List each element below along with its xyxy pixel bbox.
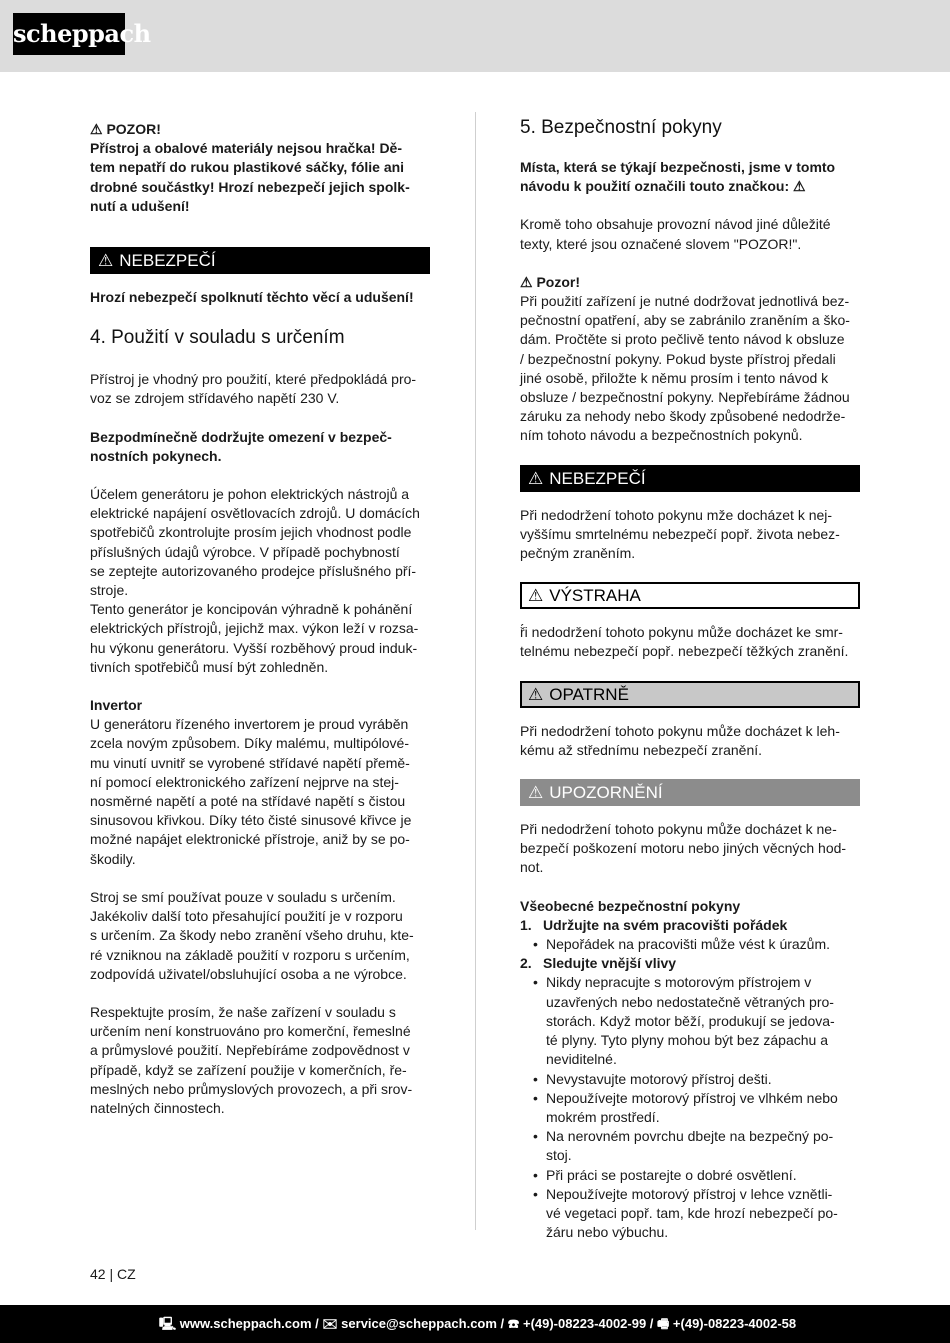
bullet-list xyxy=(533,935,860,954)
bullet-item: • Nepoužívejte motorový přístroj v lehce vznětli- vé vegetaci popř. tam, kde hrozí nebezpečí po- žáru nebo výbuchu. xyxy=(533,1185,860,1243)
warning-bar: ⚠ VÝSTRAHA xyxy=(520,582,860,609)
paragraph: Respektujte prosím, že naše zařízení v souladu s určením není konstruováno pro komerční, řemeslné a průmyslové použití. Nepřebíráme zodpovědnost v případě, když se zařízení použije v komerčních, ře- meslných nebo průmyslových provozech, a při srov- natelných činnostech. xyxy=(90,1003,413,1116)
header-band xyxy=(0,0,950,72)
general-title: Všeobecné bezpečnostní pokyny xyxy=(520,897,741,914)
section-4-title: 4. Použití v souladu s určením xyxy=(90,327,345,349)
pozor-text xyxy=(90,139,430,216)
notice-bar: ⚠ UPOZORNĚNÍ xyxy=(520,779,860,806)
danger-text: Hrozí nebezpečí spolknutí těchto věcí a udušení! xyxy=(90,289,414,306)
paragraph: U generátoru řízeného invertorem je proud vyráběn zcela novým způsobem. Díky malému, multipólové- mu vinutí uvnitř se vyrobené střídavé napětí přemě- ní pomocí elektronického zařízení nejprve na stej- nosměrné napětí a poté na střídavé napětí s čistou sinusovou křivkou. Díky této čisté sinusové křivce je možné napájet elektronické přístroje, aniž by se po- škodily. xyxy=(90,716,412,867)
notice-text: Při nedodržení tohoto pokynu může docházet k ne- bezpečí poškození motoru nebo jiných věcných hod- not. xyxy=(520,821,847,876)
page-number: 42 | CZ xyxy=(90,1266,136,1282)
pozor-line: nutí a udušení! xyxy=(90,197,190,214)
intro-bold: Místa, která se týkají bezpečnosti, jsme v tomto návodu k použití označili touto značkou: ⚠ xyxy=(520,159,836,195)
paragraph: Přístroj je vhodný pro použití, které předpokládá pro- voz se zdrojem střídavého napětí 230 V. xyxy=(90,371,417,407)
invertor-title: Invertor xyxy=(90,697,143,714)
caution-bar: ⚠ OPATRNĚ xyxy=(520,681,860,708)
warning-triangle-icon: ⚠ xyxy=(98,251,114,271)
column-divider xyxy=(475,112,476,1230)
list-item: 2. Sledujte vnější vlivy • Nikdy nepracujte s motorovým přístrojem v uzavřených nebo nedostatečně větraných pro- storách. Když motor běží, produkují se jedova- té plyny. Tyto plyny mohou být bez zápachu a neviditelné. • Nevystavujte motorový přístroj dešti. • Nepoužívejte motorový přístroj ve vlhkém nebo mokrém prostředí. • Na nerovném povrchu dbejte na bezpečný po- stoj. • Při práci se postarejte o dobré osvětlení. • Nepoužívejte motorový přístroj v lehce vznětli- vé vegetaci popř. tam, kde hrozí nebezpečí po- žáru nebo výbuchu. xyxy=(520,954,860,1242)
scheppach-logo: scheppach xyxy=(13,13,125,55)
danger-bar: ⚠ NEBEZPEČÍ xyxy=(90,247,430,274)
bullet-item: • Při práci se postarejte o dobré osvětlení. xyxy=(533,1166,860,1185)
bullet-item: • Na nerovném povrchu dbejte na bezpečný po- stoj. xyxy=(533,1127,860,1165)
bullet-item: • Nikdy nepracujte s motorovým přístrojem v uzavřených nebo nedostatečně větraných pro- storách. Když motor běží, produkují se jedova- té plyny. Tyto plyny mohou být bez zápachu a neviditelné. xyxy=(533,973,860,1069)
caution-text: Při nedodržení tohoto pokynu může docházet k leh- kému až střednímu nebezpečí zranění. xyxy=(520,722,840,758)
left-column xyxy=(90,120,430,1118)
pozor-title: ⚠ Pozor! xyxy=(520,273,580,290)
section-5-title: 5. Bezpečnostní pokyny xyxy=(520,117,722,138)
paragraph-bold: Bezpodmínečně dodržujte omezení v bezpeč- nostních pokynech. xyxy=(90,428,392,464)
paragraph: Při použití zařízení je nutné dodržovat jednotlivá bez- pečnostní opatření, aby se zabránilo zraněním a ško- dám. Pročtěte si proto pečlivě tento návod k obsluze / bezpečnostní pokyny. Pokud byste přístroj předali jiné osobě, přiložte k němu prosím i tento návod k obsluze / bezpečnostní pokyny. Nepřebíráme žádnou záruku za nehody nebo škody způsobené nedodrže- ním tohoto návodu a bezpečnostních pokynů. xyxy=(520,293,850,444)
pozor-line: Přístroj a obalové materiály nejsou hračka! Dě- xyxy=(90,140,403,157)
bullet-item: • Nevystavujte motorový přístroj dešti. xyxy=(533,1070,860,1089)
danger-bar: ⚠ NEBEZPEČÍ xyxy=(520,465,860,492)
list-item: 1. Udržujte na svém pracovišti pořádek • Nepořádek na pracovišti může vést k úrazům. xyxy=(520,916,860,954)
general-list xyxy=(520,916,860,1242)
pozor-line: drobné součástky! Hrozí nebezpečí jejich spolk- xyxy=(90,178,410,195)
bullet-item: • Nepořádek na pracovišti může vést k úrazům. xyxy=(533,935,860,954)
warning-triangle-icon: ⚠ xyxy=(528,684,544,704)
paragraph: Účelem generátoru je pohon elektrických nástrojů a elektrické napájení osvětlovacích zdrojů. U domácích spotřebičů zkontrolujte prosím jejich vhodnost podle příslušných údajů výrobce. V případě pochybností se zeptejte autorizovaného prodejce příslušného pří- stroje. Tento generátor je koncipován výhradně k pohánění elektrických přístrojů, jejichž max. výkon leží v rozsa- hu výkonu generátoru. Vyšší rozběhový proud induk- tivních spotřebičů musí být zohledněn. xyxy=(90,486,420,675)
pozor-title: ⚠ POZOR! xyxy=(90,121,161,137)
bullet-list xyxy=(533,973,860,1242)
right-column xyxy=(520,116,860,1242)
danger-text: Při nedodržení tohoto pokynu mže docházet k nej- vyššímu smrtelnému nebezpečí popř. života nebez- pečným zraněním. xyxy=(520,506,840,562)
paragraph: Kromě toho obsahuje provozní návod jiné důležité texty, které jsou označené slovem "POZOR!". xyxy=(520,216,831,252)
paragraph: Stroj se smí používat pouze v souladu s určením. Jakékoliv další toto přesahující použití je v rozporu s určením. Za škody nebo zranění všeho druhu, kte- ré vzniknou na základě použití v rozporu s určením, zodpovídá uživatel/obsluhující osoba a ne výrobce. xyxy=(90,888,414,982)
pozor-line: tem nepatří do rukou plastikové sáčky, fólie ani xyxy=(90,159,405,176)
footer-contact-bar: 🖳 www.scheppach.com / ✉ service@scheppach.com / ☎ +(49)-08223-4002-99 / 🖷 +(49)-08223-4002-58 xyxy=(0,1305,950,1343)
warning-triangle-icon: ⚠ xyxy=(528,783,544,803)
warning-triangle-icon: ⚠ xyxy=(528,586,544,606)
warning-text: ř́i nedodržení tohoto pokynu může docházet ke smr- telnému nebezpečí popř. nebezpečí těžkých zranění. xyxy=(520,624,849,660)
warning-triangle-icon: ⚠ xyxy=(528,468,544,488)
bullet-item: • Nepoužívejte motorový přístroj ve vlhkém nebo mokrém prostředí. xyxy=(533,1089,860,1127)
